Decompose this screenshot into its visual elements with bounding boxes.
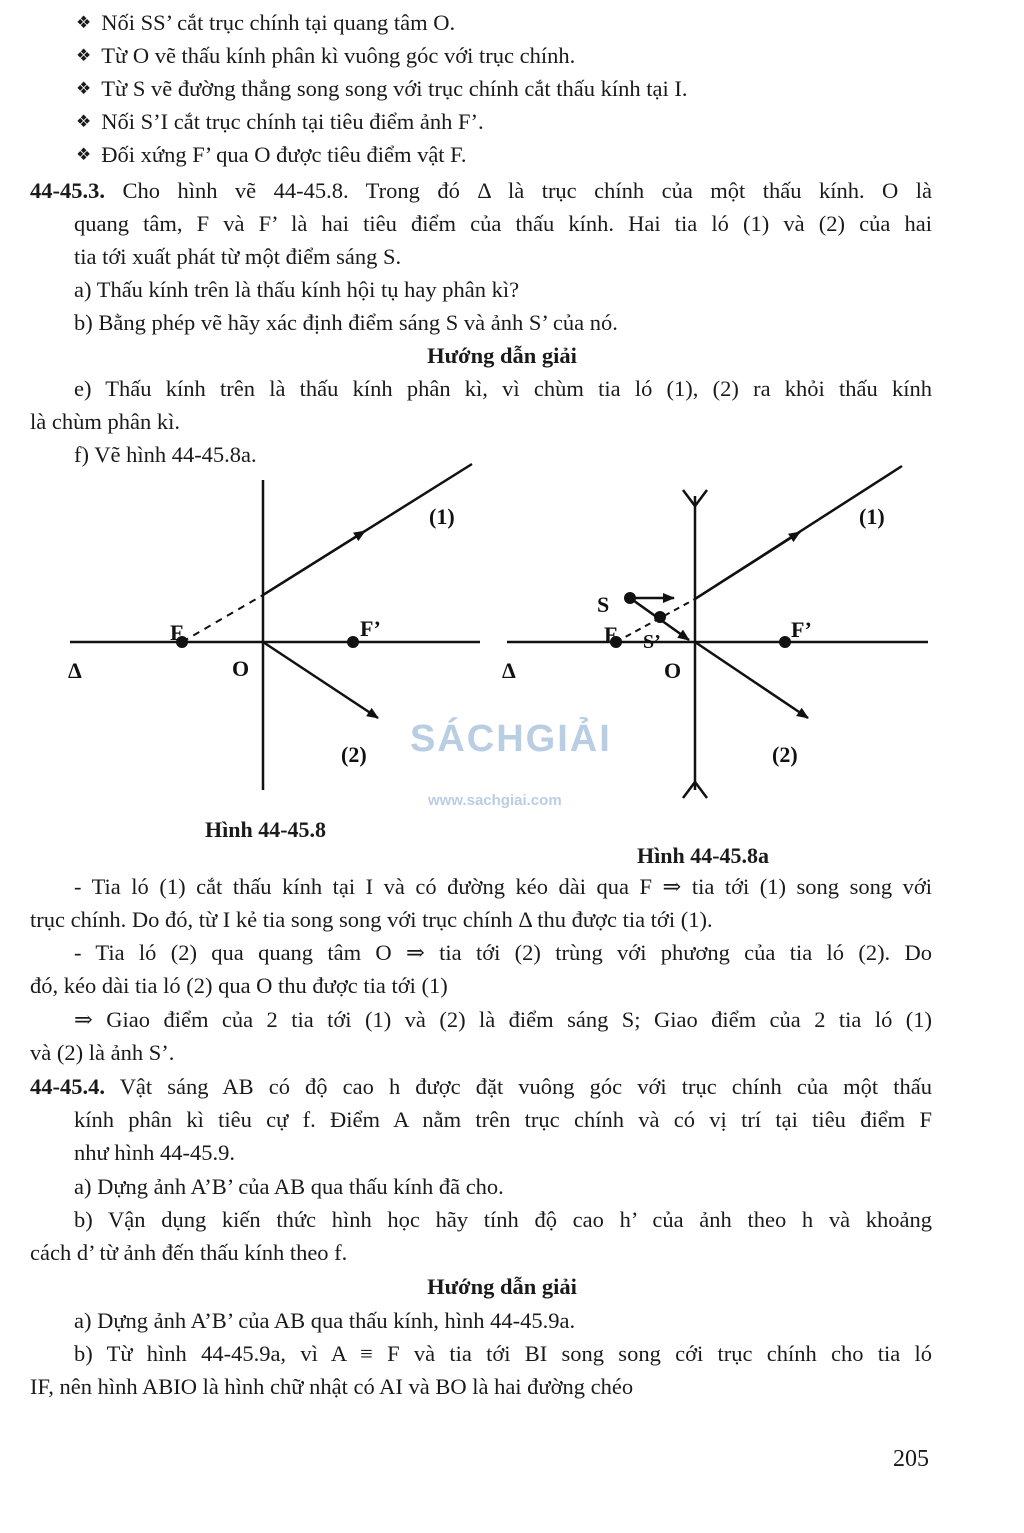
- answer-e-line-1: e) Thấu kính trên là thấu kính phân kì, vì chùm tia ló (1), (2) ra khỏi thấu kính: [74, 376, 932, 401]
- ray-1-label-right: (1): [859, 504, 885, 529]
- fp-label-left: F’: [360, 616, 381, 641]
- s-label: S: [597, 592, 610, 617]
- bullet-3: ❖ Từ S vẽ đường thẳng song song với trục chính cắt thấu kính tại I.: [76, 74, 687, 106]
- explain-line-1: - Tia ló (1) cắt thấu kính tại I và có đường kéo dài qua F ⇒ tia tới (1) song song với: [74, 874, 932, 899]
- explain-line-5: ⇒ Giao điểm của 2 tia tới (1) và (2) là điểm sáng S; Giao điểm của 2 tia ló (1): [74, 1007, 932, 1032]
- bullet-4: ❖ Nối S’I cắt trục chính tại tiêu điểm ảnh F’.: [76, 107, 484, 139]
- problem-4-line-3: như hình 44-45.9.: [74, 1140, 235, 1165]
- bullet-5: ❖ Đối xứng F’ qua O được tiêu điểm vật F.: [76, 140, 467, 172]
- problem-4-question-b-line-2: cách d’ từ ảnh đến thấu kính theo f.: [30, 1240, 348, 1265]
- problem-4-line-1: 44-45.4. Vật sáng AB có độ cao h được đặt vuông góc với trục chính của một thấu: [30, 1074, 932, 1099]
- problem-4-question-a: a) Dựng ảnh A’B’ của AB qua thấu kính đã cho.: [74, 1174, 504, 1199]
- ray-1-label-left: (1): [429, 504, 455, 529]
- bullet-1: ❖ Nối SS’ cắt trục chính tại quang tâm O.: [76, 8, 455, 40]
- watermark-url: www.sachgiai.com: [428, 792, 562, 809]
- answer-4a: a) Dựng ảnh A’B’ của AB qua thấu kính, hình 44-45.9a.: [74, 1308, 576, 1333]
- problem-4-line-2: kính phân kì tiêu cự f. Điểm A nằm trên trục chính và có vị trí tại tiêu điểm F: [74, 1107, 932, 1132]
- answer-4b-line-2: IF, nên hình ABIO là hình chữ nhật có AI và BO là hai đường chéo: [30, 1374, 634, 1399]
- answer-e-line-2: là chùm phân kì.: [30, 409, 180, 434]
- guide-heading-1: Hướng dẫn giải: [427, 343, 577, 368]
- point-s: [624, 592, 636, 604]
- point-sp: [654, 611, 666, 623]
- caption-left: Hình 44-45.8: [205, 817, 327, 842]
- bullet-2: ❖ Từ O vẽ thấu kính phân kì vuông góc với trục chính.: [76, 41, 575, 73]
- ray-2-label-left: (2): [341, 742, 367, 767]
- focus-fp-point-right: [779, 636, 791, 648]
- fp-label-right: F’: [791, 617, 812, 642]
- problem-3-line-2: quang tâm, F và F’ là hai tiêu điểm của thấu kính. Hai tia ló (1) và (2) của hai: [74, 211, 932, 236]
- problem-4-number: 44-45.4.: [30, 1074, 105, 1099]
- problem-3-question-a: a) Thấu kính trên là thấu kính hội tụ hay phân kì?: [74, 277, 520, 302]
- focus-fp-point-left: [347, 636, 359, 648]
- explain-line-6: và (2) là ảnh S’.: [30, 1040, 175, 1065]
- f-label-right: F: [604, 622, 618, 647]
- delta-label-right: Δ: [502, 658, 516, 683]
- watermark-brand: SÁCHGIẢI: [410, 718, 612, 760]
- guide-heading-2: Hướng dẫn giải: [427, 1274, 577, 1299]
- sp-label: S’: [643, 631, 661, 653]
- o-label-left: O: [232, 656, 250, 681]
- o-label-right: O: [664, 658, 682, 683]
- ray-2-label-right: (2): [772, 742, 798, 767]
- delta-label-left: Δ: [68, 658, 82, 683]
- explain-line-4: đó, kéo dài tia ló (2) qua O thu được tia tới (1): [30, 973, 448, 998]
- caption-right: Hình 44-45.8a: [637, 843, 770, 868]
- f-label-left: F: [170, 620, 184, 645]
- page-number: 205: [893, 1446, 929, 1472]
- ray-2-left: [263, 642, 378, 718]
- explain-line-3: - Tia ló (2) qua quang tâm O ⇒ tia tới (2) trùng với phương của tia ló (2). Do: [74, 940, 932, 965]
- problem-3-line-1: 44-45.3. Cho hình vẽ 44-45.8. Trong đó Δ là trục chính của một thấu kính. O là: [30, 178, 932, 203]
- answer-f: f) Vẽ hình 44-45.8a.: [74, 442, 257, 467]
- answer-4b-line-1: b) Từ hình 44-45.9a, vì A ≡ F và tia tới BI song song cới trục chính cho tia ló: [74, 1341, 932, 1366]
- ray-1-arrow-left: [263, 531, 365, 595]
- problem-3-line-3: tia tới xuất phát từ một điểm sáng S.: [74, 244, 402, 269]
- ray-2-right: [695, 642, 808, 718]
- ray-1-arrow-right: [695, 532, 800, 599]
- problem-4-question-b-line-1: b) Vận dụng kiến thức hình học hãy tính độ cao h’ của ảnh theo h và khoảng: [74, 1207, 932, 1232]
- ray-1-extension-left: [182, 595, 263, 642]
- problem-3-number: 44-45.3.: [30, 178, 105, 203]
- problem-3-question-b: b) Bằng phép vẽ hãy xác định điểm sáng S và ảnh S’ của nó.: [74, 310, 618, 335]
- explain-line-2: trục chính. Do đó, từ I kẻ tia song song với trục chính Δ thu được tia tới (1).: [30, 907, 713, 932]
